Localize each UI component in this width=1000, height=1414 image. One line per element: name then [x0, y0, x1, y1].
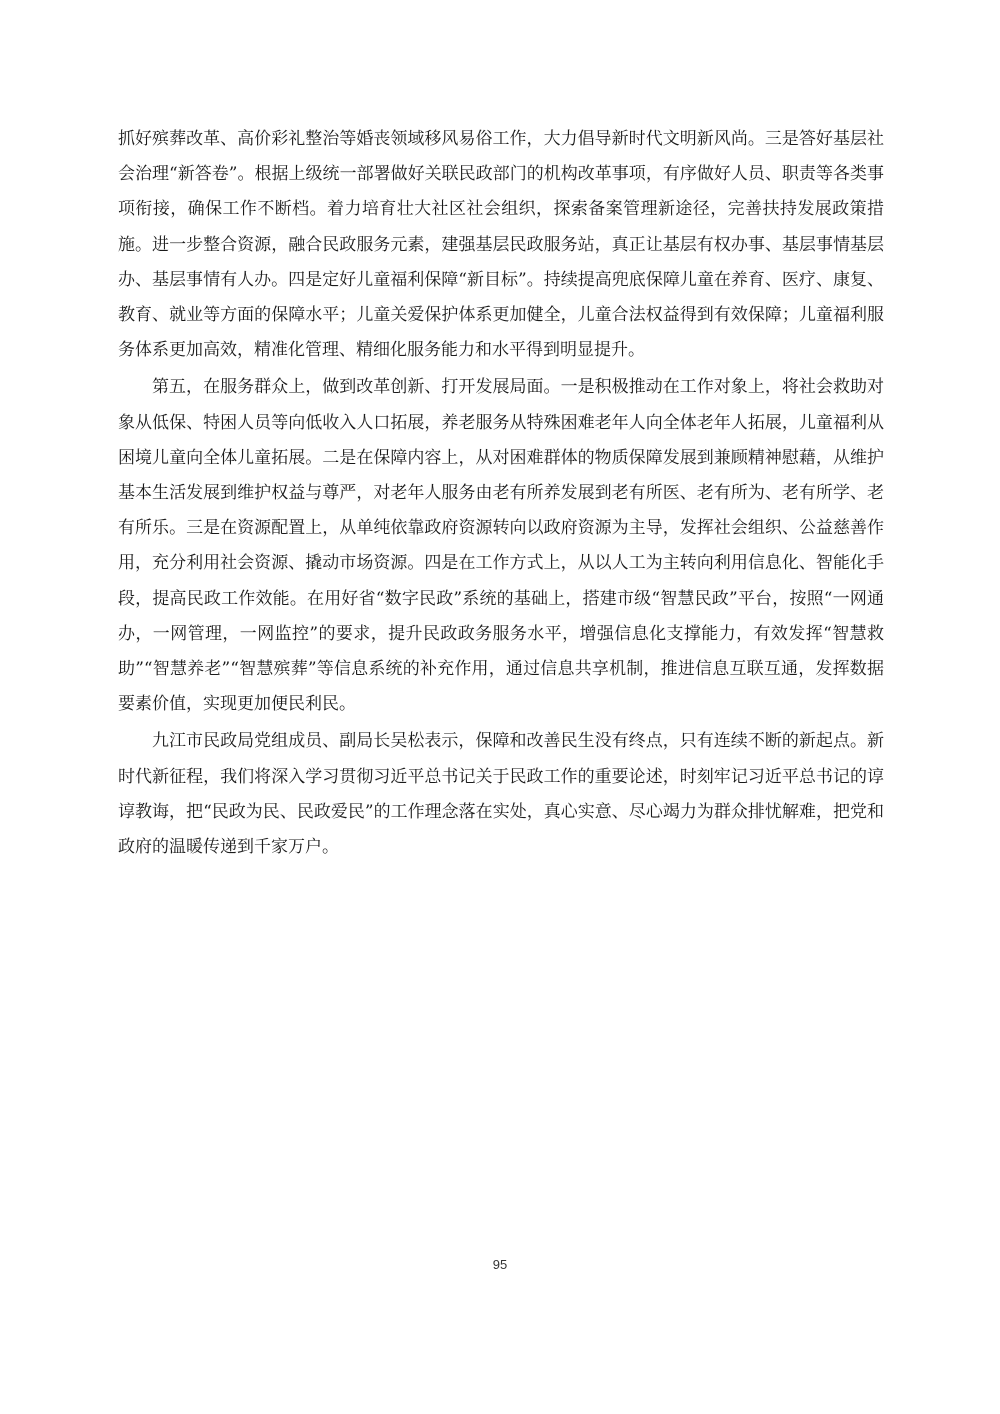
- paragraph-closing-statement: 九江市民政局党组成员、副局长吴松表示，保障和改善民生没有终点，只有连续不断的新起点。新时代新征程，我们将深入学习贯彻习近平总书记关于民政工作的重要论述，时刻牢记习近平总书记的谆谆教诲，把“民政为民、民政爱民”的工作理念落在实处，真心实意、尽心竭力为群众排忧解难，把党和政府的温暖传递到千家万户。: [118, 731, 884, 858]
- paragraph-fifth-point: 第五，在服务群众上，做到改革创新、打开发展局面。一是积极推动在工作对象上，将社会救助对象从低保、特困人员等向低收入人口拓展，养老服务从特殊困难老年人向全体老年人拓展，儿童福利从困境儿童向全体儿童拓展。二是在保障内容上，从对困难群体的物质保障发展到兼顾精神慰藉，从维护基本生活发展到维护权益与尊严，对老年人服务由老有所养发展到老有所医、老有所为、老有所学、老有所乐。三是在资源配置上，从单纯依靠政府资源转向以政府资源为主导，发挥社会组织、公益慈善作用，充分利用社会资源、撬动市场资源。四是在工作方式上，从以人工为主转向利用信息化、智能化手段，提高民政工作效能。在用好省“数字民政”系统的基础上，搭建市级“智慧民政”平台，按照“一网通办，一网管理，一网监控”的要求，提升民政政务服务水平，增强信息化支撑能力，有效发挥“智慧救助”“智慧养老”“智慧殡葬”等信息系统的补充作用，通过信息共享机制，推进信息互联互通，发挥数据要素价值，实现更加便民利民。: [118, 377, 884, 715]
- document-body: [118, 122, 884, 865]
- page-number: 95: [492, 1257, 508, 1272]
- paragraph-continued: 抓好殡葬改革、高价彩礼整治等婚丧领域移风易俗工作，大力倡导新时代文明新风尚。三是答好基层社会治理“新答卷”。根据上级统一部署做好关联民政部门的机构改革事项，有序做好人员、职责等各类事项衔接，确保工作不断档。着力培育壮大社区社会组织，探索备案管理新途径，完善扶持发展政策措施。进一步整合资源，融合民政服务元素，建强基层民政服务站，真正让基层有权办事、基层事情基层办、基层事情有人办。四是定好儿童福利保障“新目标”。持续提高兜底保障儿童在养育、医疗、康复、教育、就业等方面的保障水平；儿童关爱保护体系更加健全，儿童合法权益得到有效保障；儿童福利服务体系更加高效，精准化管理、精细化服务能力和水平得到明显提升。: [118, 129, 884, 361]
